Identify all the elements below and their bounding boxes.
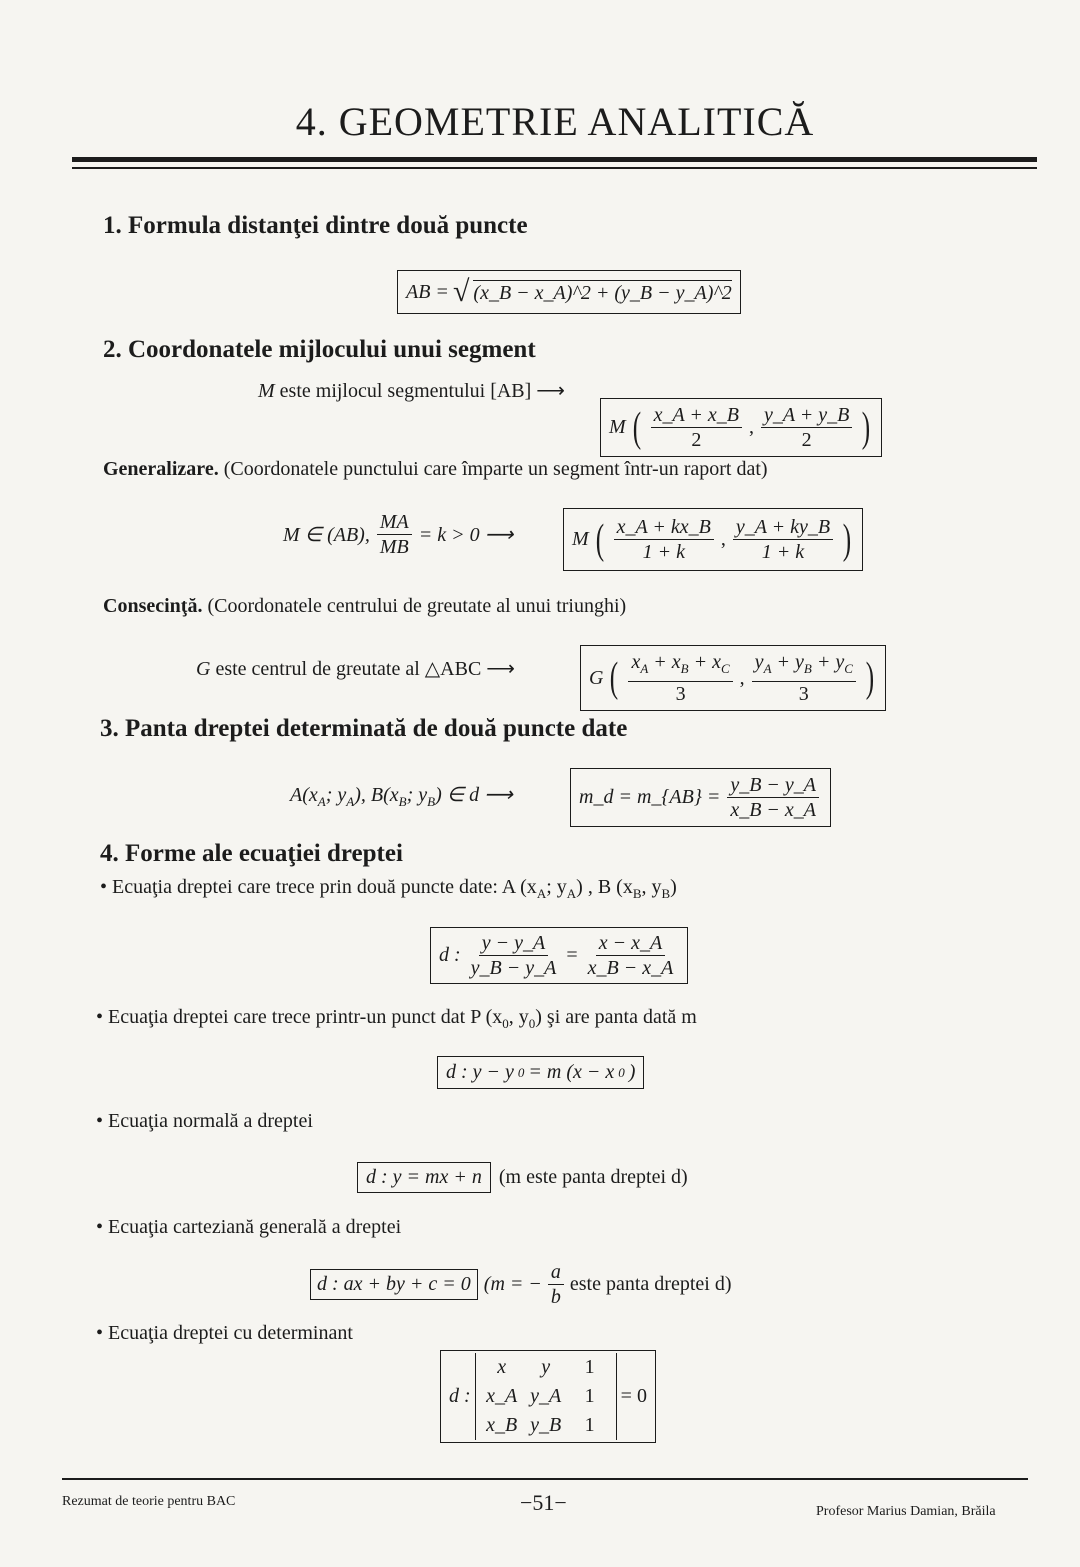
bullet-text: Ecuaţia normală a dreptei <box>108 1110 313 1132</box>
bullet-icon: • <box>96 1110 104 1132</box>
division-point-formula-box: M ( $\frac{x\_A + kx\_B}{1 + k}$ , $\frac{y\_A + ky\_B}{1 + k}$ ) <box>563 508 863 571</box>
general-form-note: este panta dreptei d) <box>569 1273 732 1295</box>
frac-num: $x_A + x_B + x_C$ <box>628 650 732 682</box>
g-variable: G <box>196 658 211 680</box>
section-3-heading: 3. Panta dreptei determinată de două puncte date <box>100 715 628 742</box>
d-label: d : <box>449 1385 471 1407</box>
bullet-icon: • <box>96 1006 104 1028</box>
title-rule-thin <box>72 167 1037 169</box>
centroid-statement <box>196 656 515 681</box>
midpoint-statement <box>258 378 565 403</box>
matrix-cell: x_B <box>486 1414 518 1436</box>
bullet-text: Ecuaţia dreptei care trece prin două puncte date: A ($x_A$; $y_A$) , B ($x_B$, $y_B$) <box>112 876 677 901</box>
section-1-heading: 1. Formula distanţei dintre două puncte <box>103 212 528 239</box>
midpoint-formula-box: M ( $\frac{x\_A + x\_B}{2}$ , $\frac{y\_A + y\_B}{2}$ ) <box>600 398 882 457</box>
frac-num: x − x_A <box>596 931 665 956</box>
frac-den: 1 + k <box>642 541 685 563</box>
footer-right: Profesor Marius Damian, Brăila <box>816 1504 996 1519</box>
distance-lhs: AB = <box>406 280 449 303</box>
consequence-label: Consecinţă. <box>103 595 203 617</box>
centroid-statement-text: este centrul de greutate al △ABC ⟶ <box>215 658 515 680</box>
generalization-label: Generalizare. <box>103 458 219 480</box>
footer-left: Rezumat de teorie pentru BAC <box>62 1494 236 1509</box>
determinant-matrix <box>475 1353 617 1440</box>
bullet-icon: • <box>96 1322 104 1344</box>
determinant-equation-box <box>440 1350 656 1443</box>
frac-den: x_B − x_A <box>730 799 816 821</box>
bullet-point-slope <box>96 1006 697 1032</box>
condition-text: M ∈ (AB), <box>283 524 370 546</box>
matrix-cell: y_A <box>530 1385 562 1407</box>
section-2-heading: 2. Coordonatele mijlocului unui segment <box>103 336 536 363</box>
frac-num: $y_A + y_B + y_C$ <box>752 650 856 682</box>
frac-den: MB <box>379 536 409 558</box>
generalization-condition <box>283 510 513 559</box>
consequence-text: (Coordonatele centrului de greutate al unui triunghi) <box>207 595 627 617</box>
m-variable: M <box>258 380 275 402</box>
normal-form-note: (m este panta dreptei d) <box>498 1166 688 1188</box>
bullet-general-form <box>96 1216 401 1239</box>
sqrt-symbol: √ <box>452 275 470 308</box>
general-form-note: (m = − <box>483 1273 542 1295</box>
condition-text: = k > 0 ⟶ <box>418 524 514 546</box>
slope-formula-box <box>570 768 831 827</box>
generalization-text: (Coordonatele punctului care împarte un segment într-un raport dat) <box>223 458 768 480</box>
general-form-row <box>310 1260 731 1309</box>
midpoint-statement-text: este mijlocul segmentului [AB] ⟶ <box>279 380 565 402</box>
bullet-normal-form <box>96 1110 313 1133</box>
slope-lhs: m_d = m_{AB} = <box>579 786 721 808</box>
bullet-text: Ecuaţia dreptei care trece printr-un punct dat P ($x_0$, $y_0$) şi are panta dată m <box>108 1006 697 1031</box>
bullet-two-points <box>100 876 677 902</box>
frac-num: x_A + x_B <box>651 403 742 428</box>
general-form-equation: d : ax + by + c = 0 <box>310 1269 478 1300</box>
matrix-cell: x <box>497 1356 507 1378</box>
frac-num: y_A + y_B <box>761 403 852 428</box>
frac-num: y_B − y_A <box>727 773 819 798</box>
point-label: M <box>572 528 589 550</box>
normal-form-equation: d : y = mx + n <box>357 1162 491 1193</box>
title-rule-thick <box>72 157 1037 162</box>
matrix-cell: 1 <box>584 1356 595 1378</box>
page-number: −51− <box>520 1490 567 1515</box>
section-4-heading: 4. Forme ale ecuaţiei dreptei <box>100 840 403 867</box>
distance-formula-box <box>397 270 741 314</box>
centroid-formula-box: G ( $\frac{x_A + x_B + x_C}{3}$ , $\frac{y_A + y_B + y_C}{3}$ ) <box>580 645 886 711</box>
frac-num: y − y_A <box>479 931 548 956</box>
d-label: d : <box>439 944 461 966</box>
frac-den: 3 <box>798 683 809 705</box>
matrix-cell: 1 <box>584 1385 595 1407</box>
midpoint-label: M <box>609 416 626 438</box>
page-title: 4. GEOMETRIE ANALITICĂ <box>295 99 815 144</box>
slope-condition: $A(x_A$; $y_A$), $B(x_B$; $y_B$) ∈ d ⟶ <box>290 784 513 809</box>
matrix-cell: x_A <box>486 1385 518 1407</box>
frac-den: b <box>550 1286 561 1308</box>
frac-num: x_A + kx_B <box>614 515 714 540</box>
distance-radicand: (x_B − x_A)^2 + (y_B − y_A)^2 <box>473 281 732 304</box>
matrix-cell: y <box>541 1356 551 1378</box>
frac-den: y_B − y_A <box>470 957 557 979</box>
bullet-text: Ecuaţia dreptei cu determinant <box>108 1322 353 1344</box>
frac-den: 1 + k <box>761 541 805 563</box>
bullet-determinant <box>96 1322 353 1345</box>
generalization-line <box>103 458 768 481</box>
point-slope-equation: d : y − y 0 = m (x − x 0 ) <box>437 1056 644 1089</box>
bullet-icon: • <box>100 876 108 898</box>
matrix-cell: y_B <box>530 1414 562 1436</box>
determinant-rhs: = 0 <box>620 1385 647 1407</box>
consequence-line <box>103 595 626 618</box>
point-slope-equation-box <box>437 1056 644 1089</box>
frac-den: 3 <box>675 683 686 705</box>
frac-num: MA <box>377 510 412 535</box>
point-label: G <box>589 666 604 689</box>
frac-den: x_B − x_A <box>587 957 674 979</box>
bullet-icon: • <box>96 1216 104 1238</box>
frac-den: 2 <box>801 429 812 451</box>
matrix-cell: 1 <box>584 1414 595 1436</box>
two-points-equation-box: d : $\frac{y - y\_A}{y\_B - y\_A}$ = $\frac{x - x\_A}{x\_B - x\_A}$ <box>430 927 688 984</box>
normal-form-row <box>357 1162 688 1193</box>
footer-rule <box>62 1478 1028 1480</box>
frac-num: a <box>548 1260 564 1285</box>
frac-den: 2 <box>691 429 702 451</box>
bullet-text: Ecuaţia carteziană generală a dreptei <box>108 1216 402 1238</box>
frac-num: y_A + ky_B <box>733 515 833 540</box>
